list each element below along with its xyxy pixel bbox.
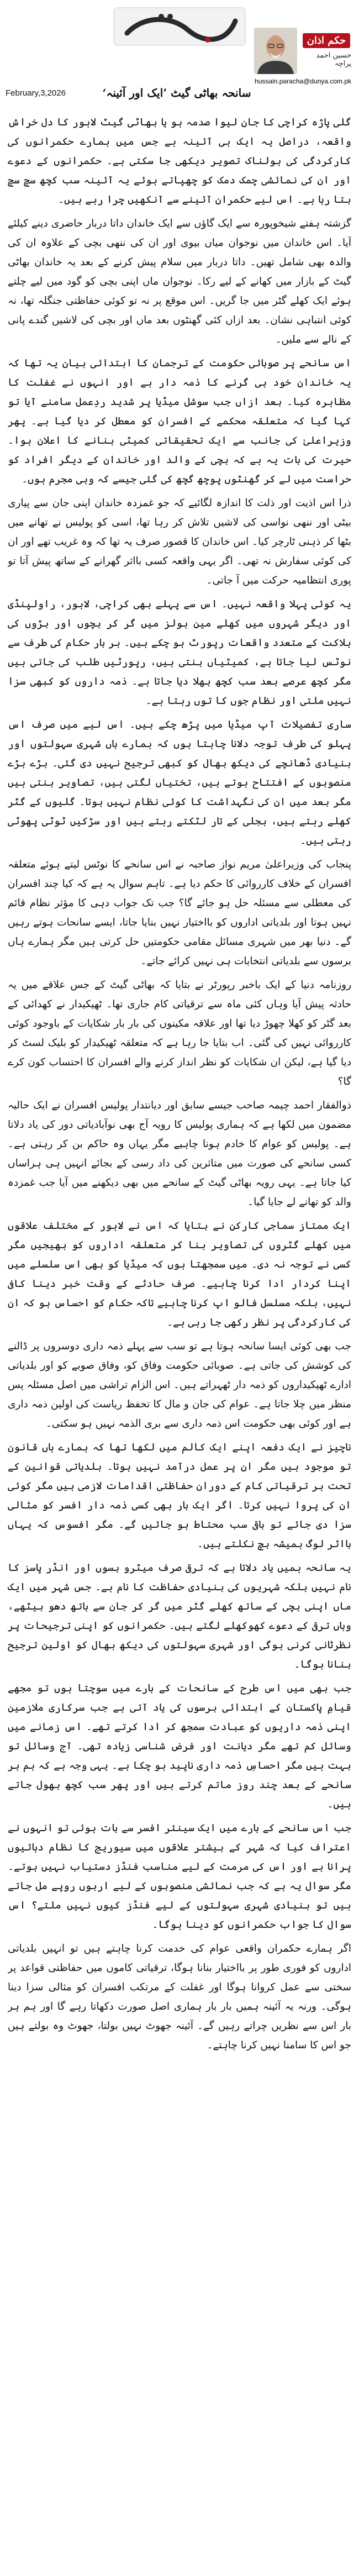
article-paragraph: اگر ہمارے حکمران واقعی عوام کی خدمت کرنا چاہتے ہیں تو انہیں بلدیاتی اداروں کو فوری طور پر بااختیار بنانا ہوگا، ترقیاتی کاموں میں حفاظتی قواعد پر سختی سے عمل کروانا ہوگا اور غفلت کے مرتکب افسران کو مثالی سزا دینا ہوگی۔ ورنہ یہ آئینہ ہمیں بار بار ہماری اصل صورت دکھاتا رہے گا اور ہم ہر بار اس سے نظریں چراتے رہیں گے۔ آئینہ جھوٹ نہیں بولتا، جھوٹ وہ بولتے ہیں جو اس کا سامنا نہیں کرنا چاہتے۔ [8, 1943, 351, 2051]
article-paragraph: جب بھی میں اس طرح کے سانحات کے بارے میں سوچتا ہوں تو مجھے قیامِ پاکستان کے ابتدائی برسوں کی یاد آتی ہے جب سرکاری ملازمین اپنی ذمہ داریوں کو عبادت سمجھ کر ادا کرتے تھے۔ اس زمانے میں وسائل کم تھے مگر دیانت اور فرض شناسی زیادہ تھی۔ آج وسائل تو بہت ہیں مگر احساسِ ذمہ داری ناپید ہو چکا ہے۔ یہی وجہ ہے کہ ہم ہر سانحے کے بعد چند روز ماتم کرتے ہیں اور پھر سب کچھ بھول جاتے ہیں۔ [8, 1683, 351, 1810]
newspaper-logo [110, 4, 249, 49]
author-photo [254, 28, 297, 74]
article-paragraph: ناچیز نے ایک دفعہ اپنے ایک کالم میں لکھا تھا کہ ہمارے ہاں قانون تو موجود ہیں مگر ان پر عمل درآمد نہیں ہوتا۔ بلدیاتی قوانین کے تحت ہر ترقیاتی کام کے دوران حفاظتی اقدامات لازمی ہیں مگر کوئی ان کی پروا نہیں کرتا۔ اگر ایک بار بھی کسی ذمہ دار افسر کو مثالی سزا دی جائے تو باقی سب محتاط ہو جائیں گے۔ مگر افسوس کہ یہاں بااثر لوگ ہمیشہ بچ نکلتے ہیں۔ [8, 1442, 351, 1550]
article-body [8, 113, 351, 2566]
dunya-logo-icon [110, 4, 249, 49]
column-author-name: حسین احمد پراچہ [316, 51, 351, 69]
article-paragraph: یہ کوئی پہلا واقعہ نہیں۔ اس سے پہلے بھی کراچی، لاہور، راولپنڈی اور دیگر شہروں میں کھلے مین ہولز میں گر کر بچوں اور بڑوں کی ہلاکت کے متعدد واقعات رپورٹ ہو چکے ہیں۔ ہر بار حکام کی طرف سے نوٹس لیا جاتا ہے، کمیٹیاں بنتی ہیں، رپورٹیں طلب کی جاتی ہیں مگر کچھ عرصے بعد سب کچھ بھلا دیا جاتا ہے۔ ذمہ داروں کو کبھی سزا نہیں ملتی اور نظام جوں کا توں رہتا ہے۔ [8, 598, 351, 707]
article-paragraph: گزشتہ ہفتے شیخوپورہ سے ایک گاؤں سے ایک خاندان داتا دربار حاضری دینے کیلئے آیا۔ اس خاندان میں نوجوان میاں بیوی اور ان کی ننھی بچی کے علاوہ ان کی والدہ بھی شامل تھیں۔ داتا دربار میں سلام پیش کرنے کے بعد یہ خاندان بھاٹی گیٹ کے بازار میں کھانے کے لیے رکا۔ نوجوان ماں اپنی بچی کو گود میں لیے چلتے ہوئے ایک کھلے گٹر میں جا گریں۔ اس موقع پر نہ تو کوئی حفاظتی جنگلہ تھا، نہ کوئی انتباہی نشان۔ بعد ازاں کئی گھنٹوں بعد ماں اور بچی کی لاشیں گندے پانی کے نالے سے ملیں۔ [8, 218, 351, 345]
column-name-badge: حکم اذان [303, 33, 351, 48]
publish-date: February,3,2026 [6, 88, 66, 98]
article-paragraph: جب اس سانحے کے بارے میں ایک سینئر افسر سے بات ہوئی تو انہوں نے اعتراف کیا کہ شہر کے بیشتر علاقوں میں سیوریج کا نظام دہائیوں پرانا ہے اور اس کی مرمت کے لیے مناسب فنڈز دستیاب نہیں ہوتے۔ مگر سوال یہ ہے کہ جب نمائشی منصوبوں کے لیے اربوں روپے مل جاتے ہیں تو بنیادی شہری سہولتوں کے لیے فنڈز کیوں نہیں ملتے؟ اس سوال کا جواب حکمرانوں کو دینا ہوگا۔ [8, 1822, 351, 1931]
author-portrait-icon [254, 28, 297, 74]
article-paragraph: ایک ممتاز سماجی کارکن نے بتایا کہ اس نے لاہور کے مختلف علاقوں میں کھلے گٹروں کی تصاویر بنا کر متعلقہ اداروں کو بھیجیں مگر کسی نے توجہ نہ دی۔ میں سمجھتا ہوں کہ میڈیا کو بھی اس سلسلے میں اپنا کردار ادا کرنا چاہیے۔ صرف حادثے کے وقت خبر دینا کافی نہیں، بلکہ مسلسل فالو اپ کرنا چاہیے تاکہ حکام کو احساس ہو کہ ان کی کارکردگی پر نظر رکھی جا رہی ہے۔ [8, 1220, 351, 1328]
article-paragraph: پنجاب کی وزیراعلیٰ مریم نواز صاحبہ نے اس سانحے کا نوٹس لیتے ہوئے متعلقہ افسران کے خلاف کارروائی کا حکم دیا ہے۔ تاہم سوال یہ ہے کہ کیا چند افسران کی معطلی سے مسئلہ حل ہو جائے گا؟ جب تک جواب دہی کا مؤثر نظام قائم نہیں ہوتا اور بلدیاتی اداروں کو بااختیار نہیں بنایا جاتا، ایسے سانحات ہوتے رہیں گے۔ دنیا بھر میں شہری مسائل مقامی حکومتیں حل کرتی ہیں مگر ہمارے ہاں برسوں سے بلدیاتی انتخابات ہی نہیں کرائے جاتے۔ [8, 859, 351, 967]
column-brand [302, 33, 351, 69]
article-paragraph: جب بھی کوئی ایسا سانحہ ہوتا ہے تو سب سے پہلے ذمہ داری دوسروں پر ڈالنے کی کوشش کی جاتی ہے۔ صوبائی حکومت وفاق کو، وفاق صوبے کو اور بلدیاتی ادارے ٹھیکیداروں کو ذمہ دار ٹھہراتے ہیں۔ اس الزام تراشی میں اصل مسئلہ پس منظر میں چلا جاتا ہے۔ عوام کی جان و مال کا تحفظ ریاست کی اولین ذمہ داری ہے اور کوئی بھی حکومت اس ذمہ داری سے بری الذمہ نہیں ہو سکتی۔ [8, 1340, 351, 1429]
masthead [0, 0, 359, 104]
article-paragraph: یہ سانحہ ہمیں یاد دلاتا ہے کہ ترقی صرف میٹرو بسوں اور انڈر پاسز کا نام نہیں بلکہ شہریوں کی بنیادی حفاظت کا نام ہے۔ جس شہر میں ایک ماں اپنی بچی کے ساتھ کھلے گٹر میں گر کر جان سے ہاتھ دھو بیٹھے، وہاں ترقی کے دعوے کھوکھلے لگتے ہیں۔ حکمرانوں کو اپنی ترجیحات پر نظرثانی کرنی ہوگی اور شہری سہولتوں کی دیکھ بھال کو اولین ترجیح بنانا ہوگا۔ [8, 1562, 351, 1670]
article-headline: سانحہ بھاٹی گیٹ ’ایک اور آئینہ‘ [102, 86, 251, 99]
article-paragraph: ذرا اس اذیت اور ذلت کا اندازہ لگائیے کہ جو غمزدہ خاندان اپنی جان سے پیاری بیٹی اور ننھی نواسی کی لاشیں تلاش کر رہا تھا، اسی کو پولیس نے تھانے میں بٹھا کر ذہنی ٹارچر کیا۔ اس خاندان کا قصور صرف یہ تھا کہ وہ غریب تھے اور ان کی کوئی سفارش نہ تھی۔ اگر یہی واقعہ کسی بااثر گھرانے کے ساتھ پیش آتا تو پوری انتظامیہ حرکت میں آ جاتی۔ [8, 497, 351, 586]
article-paragraph: ذوالفقار احمد چیمہ صاحب جیسے سابق اور دیانتدار پولیس افسران نے ایک حالیہ مضمون میں لکھا ہے کہ ہماری پولیس کا رویہ آج بھی نوآبادیاتی دور کی یاد دلاتا ہے۔ پولیس کو عوام کا خادم ہونا چاہیے مگر یہاں وہ حاکم بن کر رہتی ہے۔ کسی سانحے کی صورت میں متاثرین کی داد رسی کے بجائے انہیں ہی ہراساں کیا جاتا ہے۔ یہی رویہ بھاٹی گیٹ کے سانحے میں بھی دیکھنے میں آیا جب غمزدہ والد کو تھانے لے جایا گیا۔ [8, 1100, 351, 1208]
title-row [0, 86, 359, 103]
article-paragraph: گلی پاڑہ کراچی کا جان لیوا صدمہ ہو یا بھاٹی گیٹ لاہور کا دل خراش واقعہ، دراصل یہ ایک ہی آئینہ ہے جس میں ہمارے حکمرانوں کی کارکردگی کی ہولناک تصویر دیکھی جا سکتی ہے۔ حکمرانوں کے دعوے اور ان کی نمائشی چمک دمک کو چھپاتے ہوئے یہ آئینہ سب کچھ سچ سچ بتا رہا ہے۔ اس لیے حکمران آئینے سے آنکھیں چرا رہے ہیں۔ [8, 117, 351, 206]
article-paragraph: اس سانحے پر صوبائی حکومت کے ترجمان کا ابتدائی بیان یہ تھا کہ یہ خاندان خود ہی گرنے کا ذمہ دار ہے اور انہوں نے غفلت کا مظاہرہ کیا۔ بعد ازاں جب سوشل میڈیا پر شدید ردِعمل سامنے آیا تو کہا گیا کہ متعلقہ محکمے کے افسران کو معطل کر دیا گیا ہے۔ پھر وزیراعلیٰ کی جانب سے ایک تحقیقاتی کمیٹی بنانے کا اعلان ہوا۔ حیرت کی بات یہ ہے کہ بچی کے والد اور خاندان کے دیگر افراد کو حراست میں لے کر گھنٹوں پوچھ گچھ کی گئی جیسے کہ وہی مجرم ہوں۔ [8, 358, 351, 485]
author-email[interactable]: hussain.paracha@dunya.com.pk [255, 77, 351, 85]
article-paragraph: روزنامہ دنیا کے ایک باخبر رپورٹر نے بتایا کہ بھاٹی گیٹ کے جس علاقے میں یہ حادثہ پیش آیا وہاں کئی ماہ سے ترقیاتی کام جاری تھا۔ ٹھیکیدار نے کھدائی کے بعد گٹر کو کھلا چھوڑ دیا تھا اور علاقہ مکینوں کی بار بار شکایات کے باوجود کوئی کارروائی نہیں کی گئی۔ اب بتایا جا رہا ہے کہ متعلقہ ٹھیکیدار کو بلیک لسٹ کر دیا گیا ہے، لیکن ان شکایات کو نظر انداز کرنے والے افسران کا احتساب کون کرے گا؟ [8, 979, 351, 1087]
article-paragraph: ساری تفصیلات آپ میڈیا میں پڑھ چکے ہیں۔ اس لیے میں صرف اس پہلو کی طرف توجہ دلانا چاہتا ہوں کہ ہمارے ہاں شہری سہولتوں اور بنیادی ڈھانچے کی دیکھ بھال کو کبھی ترجیح نہیں دی گئی۔ بڑے بڑے منصوبوں کے افتتاح ہوتے ہیں، تختیاں لگتی ہیں، تصاویر بنتی ہیں مگر بعد میں ان کی نگہداشت کا کوئی نظام نہیں ہوتا۔ گلیوں کے گٹر کھلے رہتے ہیں، بجلی کے تار لٹکتے رہتے ہیں اور سڑکیں ٹوٹی پھوٹی رہتی ہیں۔ [8, 719, 351, 847]
